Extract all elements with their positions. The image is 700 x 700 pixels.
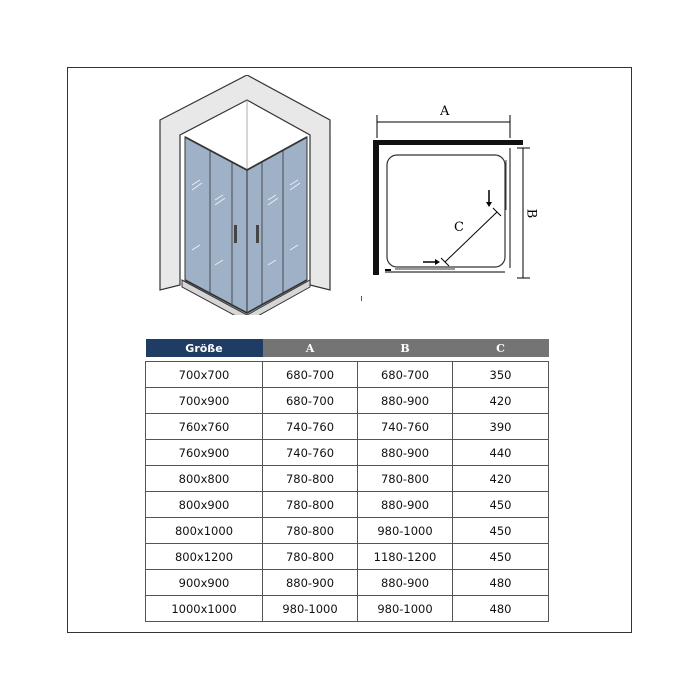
cell-b: 780-800 [358, 466, 453, 492]
dimension-plan-drawing [365, 100, 565, 300]
cell-c: 480 [453, 596, 549, 622]
table-row [146, 596, 549, 622]
header-a: A [263, 339, 358, 357]
table-row [146, 518, 549, 544]
header-b: B [358, 339, 453, 357]
cell-b: 980-1000 [358, 518, 453, 544]
size-table [145, 339, 549, 622]
cell-a: 680-700 [263, 388, 358, 414]
table-row [146, 362, 549, 388]
cell-a: 780-800 [263, 518, 358, 544]
plan-label-a: A [440, 104, 450, 119]
cell-a: 780-800 [263, 466, 358, 492]
header-size: Größe [146, 339, 263, 357]
table-row [146, 388, 549, 414]
table-row [146, 414, 549, 440]
cell-size: 800x800 [146, 466, 263, 492]
cell-a: 680-700 [263, 362, 358, 388]
cell-size: 800x1000 [146, 518, 263, 544]
cell-b: 1180-1200 [358, 544, 453, 570]
table-row [146, 492, 549, 518]
cell-c: 480 [453, 570, 549, 596]
table-row [146, 466, 549, 492]
cell-b: 740-760 [358, 414, 453, 440]
cell-a: 780-800 [263, 544, 358, 570]
cell-c: 420 [453, 466, 549, 492]
cell-a: 740-760 [263, 414, 358, 440]
plan-label-c: C [454, 220, 464, 235]
cell-size: 800x1200 [146, 544, 263, 570]
cell-c: 390 [453, 414, 549, 440]
cell-a: 980-1000 [263, 596, 358, 622]
plan-label-b: B [523, 208, 539, 219]
cell-b: 880-900 [358, 440, 453, 466]
cell-b: 880-900 [358, 570, 453, 596]
cell-c: 450 [453, 492, 549, 518]
cell-b: 980-1000 [358, 596, 453, 622]
cell-c: 450 [453, 544, 549, 570]
cell-b: 880-900 [358, 492, 453, 518]
table-row [146, 570, 549, 596]
table-row [146, 440, 549, 466]
cell-a: 740-760 [263, 440, 358, 466]
cell-size: 1000x1000 [146, 596, 263, 622]
header-c: C [453, 339, 549, 357]
cell-b: 880-900 [358, 388, 453, 414]
cell-size: 760x760 [146, 414, 263, 440]
cell-c: 350 [453, 362, 549, 388]
cell-size: 900x900 [146, 570, 263, 596]
cell-c: 440 [453, 440, 549, 466]
cell-a: 880-900 [263, 570, 358, 596]
table-header-row [146, 339, 549, 357]
cell-c: 450 [453, 518, 549, 544]
cell-a: 780-800 [263, 492, 358, 518]
cell-size: 800x900 [146, 492, 263, 518]
table-row [146, 544, 549, 570]
cell-b: 680-700 [358, 362, 453, 388]
cell-c: 420 [453, 388, 549, 414]
shower-enclosure-illustration [150, 75, 340, 315]
cell-size: 700x900 [146, 388, 263, 414]
cell-size: 760x900 [146, 440, 263, 466]
small-mark [361, 296, 362, 301]
cell-size: 700x700 [146, 362, 263, 388]
